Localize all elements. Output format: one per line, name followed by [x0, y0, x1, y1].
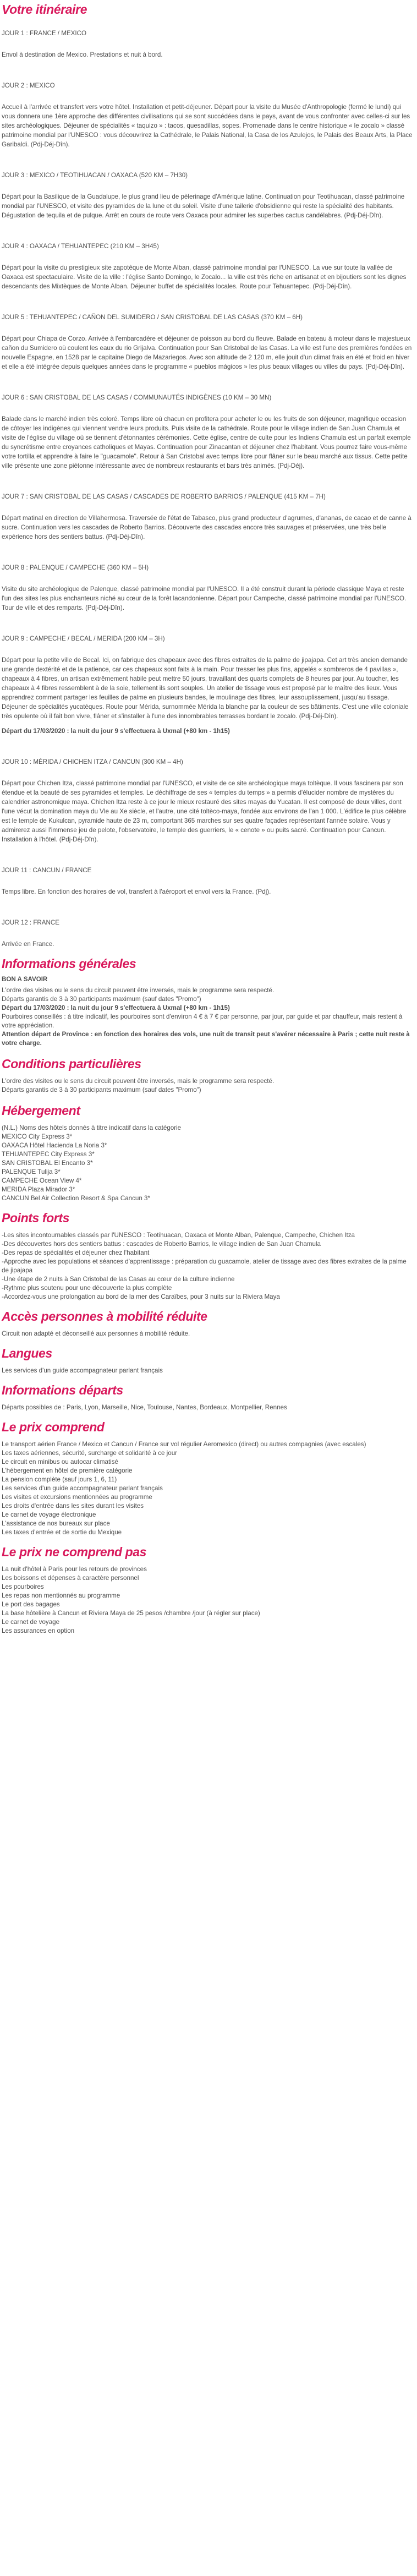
day-title: JOUR 1 : FRANCE / MEXICO — [2, 30, 86, 37]
day-description: Temps libre. En fonction des horaires de vol, transfert à l'aéroport et envol vers la France. (Pdj). — [2, 888, 271, 895]
day-title: JOUR 8 : PALENQUE / CAMPECHE (360 KM – 5H) — [2, 564, 149, 571]
hotel-item: MEXICO City Express 3* — [2, 1133, 73, 1140]
general-line: Pourboires conseillés : à titre indicatif, les pourboires sont d'environ 4 € à 7 € par personne, par jour, par guide et par chauffeur, mais restent à votre appréciation. — [2, 1013, 403, 1029]
highlight-item: -Approche avec les populations et séances d'apprentissage : préparation du guacamole, atelier de tissage avec des fibres extraites de la palme de jipajapa — [2, 1258, 407, 1274]
accommodation-title: Hébergement — [2, 1103, 80, 1118]
general-line: Départs garantis de 3 à 30 participants maximum (sauf dates "Promo") — [2, 996, 201, 1003]
day-description: Départ pour la Basilique de la Guadalupe, le plus grand lieu de pèlerinage d'Amérique latine. Continuation pour Teotihuacan, classé patrimoine mondial par l'UNESCO, et visite des pyramides de la lune et du soleil. Visite d'une tailerie d'obsidienne qui reste la spécialité des habitants. Dégustation de tequila et de pulque. Arrêt en cours de route vers Oaxaca pour admirer les superbes cactus candélabres. (Pdj-Déj-Dîn). — [2, 193, 405, 219]
general-info-title: Informations générales — [2, 956, 136, 971]
day-description: Départ pour la petite ville de Becal. Ici, on fabrique des chapeaux avec des fibres extraites de la palme de jipajapa. Cet art très ancien demande une grande dextérité et de la patience, car ces chapeaux sont faits à la main. Pour tresser les plus fins, appelés « sombreros de 4 pavillas », chapeaux à 4 fibres, un artisan extrêmement habile peut mettre 50 jours, travaillant des quarts complets de 8 heures par jour. Au toucher, les chapeaux à 4 fibres ressemblent à de la soie, tellement ils sont souples. Un atelier de tissage vous est proposé par le maître des lieux. Vous apprendrez comment partager les feuilles de palme en plusieurs bandes, le moulinage des fibres, leur assouplissement, jusqu'au tissage. Déjeuner de spécialités yucatèques. Route pour Mérida, surnommée Mérida la blanche par la couleur de ses bâtiments. C'est une ville coloniale très opulente où il fait bon vivre, flâner et s'installer à l'une des innombrables terrasses bordant le zocalo. (Pdj-Déj-Dîn). — [2, 657, 409, 720]
day-block — [2, 242, 414, 291]
general-line: L'ordre des visites ou le sens du circuit peuvent être inversés, mais le programme sera respecté. — [2, 987, 275, 994]
day-block — [2, 313, 414, 371]
highlight-item: -Rythme plus soutenu pour une découverte la plus complète — [2, 1284, 172, 1292]
included-item: L'assistance de nos bureaux sur place — [2, 1520, 110, 1527]
excluded-item: Les assurances en option — [2, 1627, 75, 1634]
conditions-text — [2, 1077, 414, 1095]
included-item: La pension complète (sauf jours 1, 6, 11) — [2, 1476, 117, 1483]
highlight-item: -Accordez-vous une prolongation au bord de la mer des Caraïbes, pour 3 nuits sur la Riviera Maya — [2, 1293, 280, 1300]
hotel-item: TEHUANTEPEC City Express 3* — [2, 1151, 95, 1158]
departures-title: Informations départs — [2, 1383, 123, 1397]
excluded-item: La base hôtelière à Cancun et Riviera Maya de 25 pesos /chambre /jour (à régler sur place) — [2, 1610, 260, 1617]
hotel-item: CANCUN Bel Air Collection Resort & Spa Cancun 3* — [2, 1195, 150, 1202]
included-item: Les taxes d'entrée et de sortie du Mexique — [2, 1529, 122, 1536]
day-description: Départ pour Chichen Itza, classé patrimoine mondial par l'UNESCO, et visite de ce site archéologique maya toltèque. Il vous fascinera par son étendue et la beauté de ses pyramides et temples. Le déchiffrage de ses « temples du temps » a permis d'élucider nombre de mystères du calendrier astronomique maya. Chichen Itza reste à ce jour le mieux restauré des sites mayas du Yucatan. Il est composé de deux villes, dont l'une vécut la domination maya du Vle au Xe siècle, et l'autre, une cité toltèco-maya, fondée aux environs de l'an 1 000. L'édifice le plus célèbre est le temple de Kukulcan, pyramide haute de 23 m, comportant 365 marches sur ses quatre façades représentant l'année solaire. Vous y admirerez aussi l'immense jeu de pelote, l'observatoire, le temple des guerriers, le « cenote » ou puits sacré. Continuation pour Cancun. Installation à l'hôtel. (Pdj-Déj-Dîn). — [2, 780, 407, 843]
day-block — [2, 81, 414, 149]
price-includes-list — [2, 1440, 414, 1537]
day-description: Départ pour Chiapa de Corzo. Arrivée à l'embarcadère et déjeuner de poisson au bord du fleuve. Balade en bateau à moteur dans le majestueux cañon du Sumidero où coulent les eaux du rio Grijalva. Continuation pour San Cristobal de las Casas. La ville est l'une des premières fondées en nouvelle Espagne, en 1528 par le capitaine Diego de Mazariegos. Avec son altitude de 2 120 m, elle jouit d'un climat frais en été et froid en hiver et elle a été intégrée depuis quelques années dans le programme « pueblos mágicos » les plus beaux villages ou villes du pays. (Pdj-Déj-Dîn). — [2, 335, 412, 370]
day-title: JOUR 7 : SAN CRISTOBAL DE LAS CASAS / CASCADES DE ROBERTO BARRIOS / PALENQUE (415 KM – 7H) — [2, 493, 326, 500]
included-item: Le carnet de voyage électronique — [2, 1511, 96, 1518]
languages-title: Langues — [2, 1346, 52, 1360]
highlight-item: -Des repas de spécialités et déjeuner chez l'habitant — [2, 1249, 150, 1256]
conditions-line: Départs garantis de 3 à 30 participants maximum (sauf dates "Promo") — [2, 1086, 201, 1093]
departures-text: Départs possibles de : Paris, Lyon, Marseille, Nice, Toulouse, Nantes, Bordeaux, Montpellier, Rennes — [2, 1404, 287, 1411]
day-description: Envol à destination de Mexico. Prestations et nuit à bord. — [2, 51, 163, 58]
day-block — [2, 918, 414, 949]
good-to-know-subtitle: BON A SAVOIR — [2, 976, 48, 983]
day-description: Arrivée en France. — [2, 940, 54, 948]
day-block — [2, 393, 414, 471]
day-title: JOUR 3 : MEXICO / TEOTIHUACAN / OAXACA (520 KM – 7H30) — [2, 172, 188, 179]
excluded-item: Les pourboires — [2, 1583, 44, 1590]
highlight-item: -Les sites incontournables classés par l'UNESCO : Teotihuacan, Oaxaca et Monte Alban, Palenque, Campeche, Chichen Itza — [2, 1232, 355, 1239]
excluded-item: Le carnet de voyage — [2, 1618, 60, 1626]
price-excludes-title: Le prix ne comprend pas — [2, 1545, 147, 1559]
general-line: Départ du 17/03/2020 : la nuit du jour 9 s'effectuera à Uxmal (+80 km - 1h15) — [2, 1004, 230, 1011]
general-line: Attention départ de Province : en fonction des horaires des vols, une nuit de transit peut s'avérer nécessaire à Paris ; cette nuit reste à votre charge. — [2, 1031, 410, 1047]
excluded-item: Les repas non mentionnés au programme — [2, 1592, 120, 1599]
general-info-text — [2, 986, 414, 1048]
day-title: JOUR 11 : CANCUN / FRANCE — [2, 867, 92, 874]
days-list — [2, 29, 414, 949]
accessibility-title: Accès personnes à mobilité réduite — [2, 1309, 207, 1323]
hotel-list — [2, 1124, 414, 1203]
highlights-list — [2, 1231, 414, 1301]
day-description: Visite du site archéologique de Palenque, classé patrimoine mondial par l'UNESCO. Il a été construit durant la période classique Maya et reste l'un des sites les plus enchanteurs niché au cœur de la forêt lacandonienne. Départ pour Campeche, classé patrimoine mondial par l'UNESCO. Tour de ville et des remparts. (Pdj-Déj-Dîn). — [2, 586, 407, 611]
day-title: JOUR 5 : TEHUANTEPEC / CAÑON DEL SUMIDERO / SAN CRISTOBAL DE LAS CASAS (370 KM – 6H) — [2, 314, 303, 321]
hotel-item: PALENQUE Tulija 3* — [2, 1168, 61, 1175]
day-title: JOUR 2 : MEXICO — [2, 82, 55, 89]
included-item: Les taxes aériennes, sécurité, surcharge et solidarité à ce jour — [2, 1450, 177, 1457]
excluded-item: Les boissons et dépenses à caractère personnel — [2, 1574, 139, 1582]
day-title: JOUR 9 : CAMPECHE / BECAL / MERIDA (200 KM – 3H) — [2, 635, 165, 642]
day-block — [2, 564, 414, 612]
highlight-item: -Une étape de 2 nuits à San Cristobal de las Casas au cœur de la culture indienne — [2, 1276, 235, 1283]
day-description: Départ pour la visite du prestigieux site zapotèque de Monte Alban, classé patrimoine mondial par l'UNESCO. La vue sur toute la vallée de Oaxaca est spectaculaire. Visite de la ville : l'église Santo Domingo, le Zocalo... la ville est très riche en artisanat et en bijoutiers sont les dignes descendants des Mixtèques de Monte Alban. Déjeuner buffet de spécialités locales. Route pour Tehuantepec. (Pdj-Déj-Dîn). — [2, 264, 407, 290]
highlights-title: Points forts — [2, 1211, 69, 1225]
highlight-item: -Des découvertes hors des sentiers battus : cascades de Roberto Barrios, le village indien de San Juan Chamula — [2, 1240, 321, 1248]
price-includes-title: Le prix comprend — [2, 1420, 105, 1434]
day-block — [2, 866, 414, 896]
day-block — [2, 635, 414, 736]
hotel-item: CAMPECHE Ocean View 4* — [2, 1177, 82, 1184]
price-excludes-list — [2, 1565, 414, 1638]
hotel-item: MERIDA Plaza Mirador 3* — [2, 1186, 75, 1193]
included-item: Le circuit en minibus ou autocar climatisé — [2, 1458, 119, 1465]
day-description: Accueil à l'arrivée et transfert vers votre hôtel. Installation et petit-déjeuner. Départ pour la visite du Musée d'Anthropologie (fermé le lundi) qui vous donnera une 1ère approche des différentes civilisations qui se sont succédées dans le pays, avant de vous confronter avec celles-ci sur les sites archéologiques. Déjeuner de spécialités « taquizo » : tacos, quesadillas, sopes. Promenade dans le centre historique « le zocalo » classé patrimoine mondial par l'UNESCO : vous découvrirez la Cathédrale, le Palais National, la Casa de los Azulejos, le Palais des Beaux Arts, la Place Garibaldi. (Pdj-Déj-Dîn). — [2, 103, 413, 148]
languages-text: Les services d'un guide accompagnateur parlant français — [2, 1367, 163, 1374]
hotel-item: (N.L.) Noms des hôtels donnés à titre indicatif dans la catégorie — [2, 1124, 182, 1131]
day-description: Balade dans le marché indien très coloré. Temps libre où chacun en profitera pour acheter le ou les fruits de son déjeuner, magnifique occasion de côtoyer les indigènes qui viennent vendre leurs produits. Puis visite de la cathédrale. Route pour le village indien de San Juan Chamula et visite de l'église du village où se tiennent d'étonnantes cérémonies. Cette église, centre de culte pour les Indiens Chamula est un parfait exemple du syncrétisme entre croyances catholiques et Mayas. Continuation pour Zinacantan et déjeuner chez l'habitant. Vous pourrez faire vous-même votre tortilla et apprendre à faire le "guacamole". Retour à San Cristobal avec temps libre pour flâner sur le beau marché aux tissus. Cette petite ville présente une zone piétonne intéressante avec de nombreux restaurants et bars très animés. (Pdj-Déj). — [2, 415, 411, 469]
day-title: JOUR 10 : MÉRIDA / CHICHEN ITZA / CANCUN (300 KM – 4H) — [2, 758, 183, 765]
itinerary-title: Votre itinéraire — [2, 2, 87, 17]
accessibility-text: Circuit non adapté et déconseillé aux personnes à mobilité réduite. — [2, 1330, 190, 1337]
included-item: L'hébergement en hôtel de première catégorie — [2, 1467, 133, 1474]
hotel-item: OAXACA Hôtel Hacienda La Noria 3* — [2, 1142, 107, 1149]
day-block — [2, 171, 414, 220]
included-item: Les visites et excursions mentionnées au programme — [2, 1494, 152, 1501]
day-block — [2, 758, 414, 844]
included-item: Le transport aérien France / Mexico et Cancun / France sur vol régulier Aeromexico (direct) ou autres compagnies (avec escales) — [2, 1441, 366, 1448]
day-note: Départ du 17/03/2020 : la nuit du jour 9 s'effectuera à Uxmal (+80 km - 1h15) — [2, 728, 230, 735]
day-title: JOUR 12 : FRANCE — [2, 919, 60, 926]
conditions-title: Conditions particulières — [2, 1057, 141, 1071]
day-block — [2, 29, 414, 59]
excluded-item: La nuit d'hôtel à Paris pour les retours de provinces — [2, 1566, 147, 1573]
day-block — [2, 493, 414, 542]
excluded-item: Le port des bagages — [2, 1601, 60, 1608]
day-description: Départ matinal en direction de Villahermosa. Traversée de l'état de Tabasco, plus grand producteur d'agrumes, d'ananas, de cacao et de canne à sucre. Continuation vers les cascades de Roberto Barrios. Découverte des cascades encore très sauvages et préservées, une très belle expérience hors des sentiers battus. (Pdj-Déj-Dîn). — [2, 515, 411, 540]
day-title: JOUR 4 : OAXACA / TEHUANTEPEC (210 KM – 3H45) — [2, 243, 159, 250]
conditions-line: L'ordre des visites ou le sens du circuit peuvent être inversés, mais le programme sera respecté. — [2, 1078, 275, 1085]
day-title: JOUR 6 : SAN CRISTOBAL DE LAS CASAS / COMMUNAUTÉS INDIGÈNES (10 KM – 30 MN) — [2, 394, 272, 401]
hotel-item: SAN CRISTOBAL El Encanto 3* — [2, 1160, 93, 1167]
included-item: Les services d'un guide accompagnateur parlant français — [2, 1485, 163, 1492]
included-item: Les droits d'entrée dans les sites durant les visites — [2, 1502, 144, 1509]
